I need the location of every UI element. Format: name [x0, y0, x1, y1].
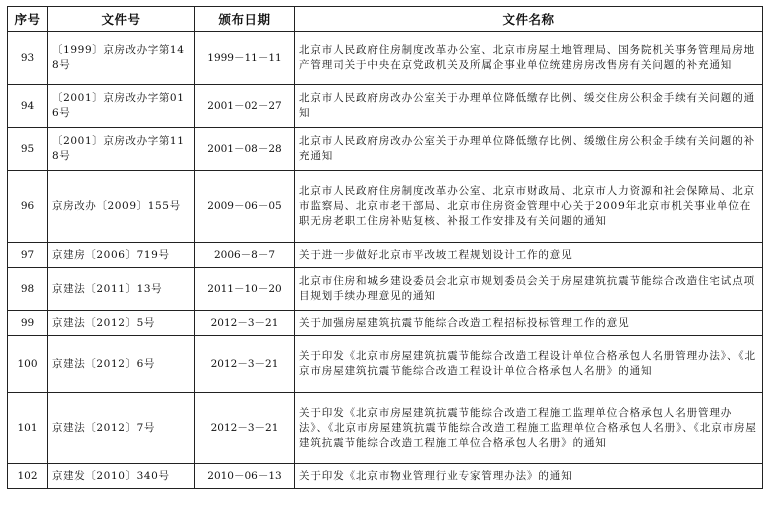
cell-issue-date: 2006－8－7 [195, 243, 295, 268]
cell-issue-date: 2012－3－21 [195, 393, 295, 464]
cell-document-title: 北京市人民政府房改办公室关于办理单位降低缴存比例、缓交住房公积金手续有关问题的通知 [295, 85, 763, 128]
cell-issue-date: 2012－3－21 [195, 311, 295, 336]
header-document-number: 文件号 [48, 7, 195, 32]
table-row [8, 171, 763, 243]
table-row [8, 393, 763, 464]
cell-issue-date: 2012－3－21 [195, 336, 295, 393]
cell-serial-number: 95 [8, 128, 48, 171]
cell-issue-date: 2001－08－28 [195, 128, 295, 171]
cell-document-number: 京建法〔2012〕6号 [48, 336, 195, 393]
cell-document-number: 京建法〔2012〕5号 [48, 311, 195, 336]
cell-document-number: 〔2001〕京房改办字第016号 [48, 85, 195, 128]
cell-serial-number: 100 [8, 336, 48, 393]
cell-serial-number: 99 [8, 311, 48, 336]
cell-document-number: 京建房〔2006〕719号 [48, 243, 195, 268]
table-row [8, 243, 763, 268]
cell-document-title: 关于加强房屋建筑抗震节能综合改造工程招标投标管理工作的意见 [295, 311, 763, 336]
table-row [8, 85, 763, 128]
table-row [8, 268, 763, 311]
header-issue-date: 颁布日期 [195, 7, 295, 32]
cell-document-number: 京房改办〔2009〕155号 [48, 171, 195, 243]
cell-serial-number: 97 [8, 243, 48, 268]
cell-document-title: 关于印发《北京市物业管理行业专家管理办法》的通知 [295, 464, 763, 489]
table-row [8, 32, 763, 85]
cell-document-title: 关于印发《北京市房屋建筑抗震节能综合改造工程设计单位合格承包人名册管理办法》、《北京市房屋建筑抗震节能综合改造工程设计单位合格承包人名册》的通知 [295, 336, 763, 393]
cell-serial-number: 94 [8, 85, 48, 128]
cell-document-title: 北京市人民政府房改办公室关于办理单位降低缴存比例、缓缴住房公积金手续有关问题的补充通知 [295, 128, 763, 171]
cell-document-number: 京建法〔2011〕13号 [48, 268, 195, 311]
cell-document-number: 〔2001〕京房改办字第118号 [48, 128, 195, 171]
cell-issue-date: 2001－02－27 [195, 85, 295, 128]
cell-document-number: 京建法〔2012〕7号 [48, 393, 195, 464]
cell-document-title: 北京市人民政府住房制度改革办公室、北京市财政局、北京市人力资源和社会保障局、北京市监察局、北京市老干部局、北京市住房资金管理中心关于2009年北京市机关事业单位在职无房老职工住房补贴复核、补报工作安排及有关问题的通知 [295, 171, 763, 243]
cell-issue-date: 2009－06－05 [195, 171, 295, 243]
table-row [8, 336, 763, 393]
cell-serial-number: 96 [8, 171, 48, 243]
document-table [7, 6, 763, 489]
table-row [8, 311, 763, 336]
cell-serial-number: 102 [8, 464, 48, 489]
table-row [8, 128, 763, 171]
cell-document-title: 关于印发《北京市房屋建筑抗震节能综合改造工程施工监理单位合格承包人名册管理办法》、《北京市房屋建筑抗震节能综合改造工程施工监理单位合格承包人名册》、《北京市房屋建筑抗震节能综合改造工程施工单位合格承包人名册》的通知 [295, 393, 763, 464]
cell-document-title: 北京市住房和城乡建设委员会北京市规划委员会关于房屋建筑抗震节能综合改造住宅试点项目规划手续办理意见的通知 [295, 268, 763, 311]
cell-serial-number: 93 [8, 32, 48, 85]
cell-issue-date: 1999－11－11 [195, 32, 295, 85]
table-header-row [8, 7, 763, 32]
table-row [8, 464, 763, 489]
cell-serial-number: 101 [8, 393, 48, 464]
header-document-title: 文件名称 [295, 7, 763, 32]
cell-serial-number: 98 [8, 268, 48, 311]
cell-issue-date: 2010－06－13 [195, 464, 295, 489]
header-serial-number: 序号 [8, 7, 48, 32]
cell-document-number: 〔1999〕京房改办字第148号 [48, 32, 195, 85]
cell-document-title: 北京市人民政府住房制度改革办公室、北京市房屋土地管理局、国务院机关事务管理局房地产管理司关于中央在京党政机关及所属企事业单位统建房房改售房有关问题的补充通知 [295, 32, 763, 85]
cell-document-number: 京建发〔2010〕340号 [48, 464, 195, 489]
cell-document-title: 关于进一步做好北京市平改坡工程规划设计工作的意见 [295, 243, 763, 268]
cell-issue-date: 2011－10－20 [195, 268, 295, 311]
